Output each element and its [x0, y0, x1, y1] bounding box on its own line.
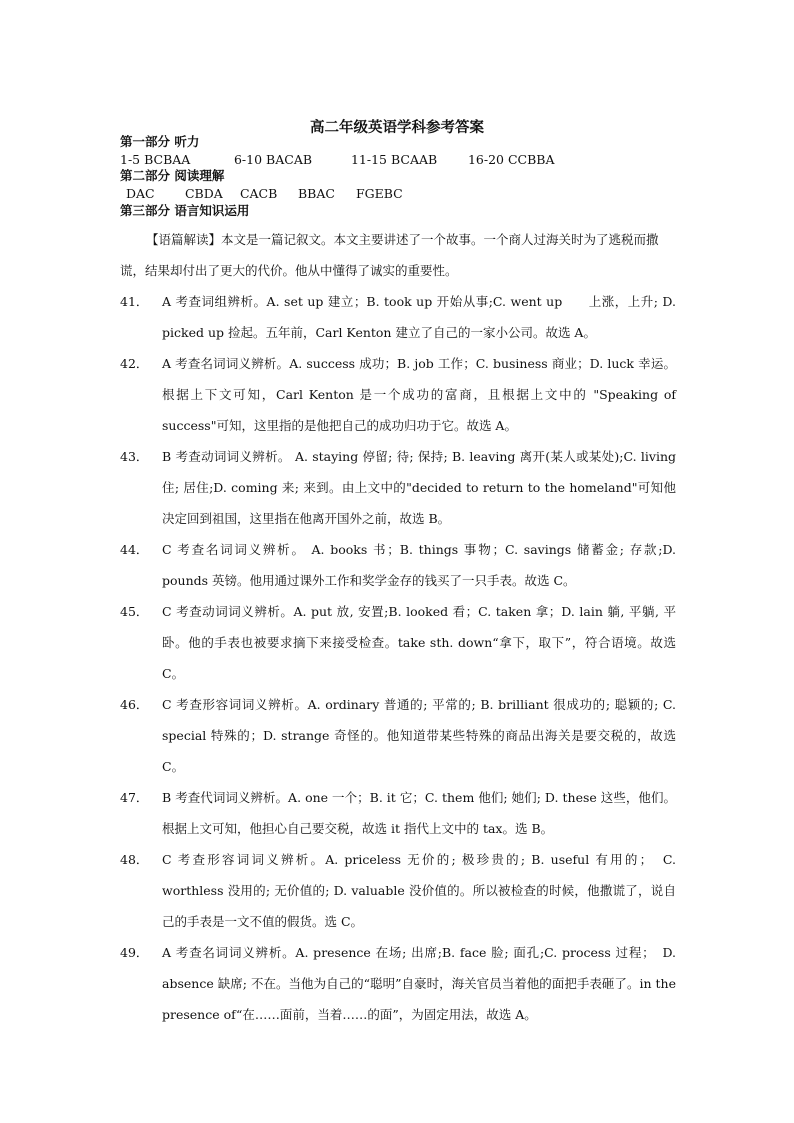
item-explanation: A 考查词组辨析。A. set up 建立；B. took up 开始从事;C. went up 上涨，上升; D. picked up 捡起。五年前，Carl Kenton 建立了自己的一家小公司。故选 A。 [162, 294, 676, 340]
answer-group: BBAC [297, 186, 335, 201]
answer-item [120, 286, 676, 348]
item-explanation: B 考查代词词义辨析。A. one 一个；B. it 它；C. them 他们; 她们; D. these 这些，他们。根据上文可知，他担心自己要交税，故选 it 指代上文中的 tax。选 B。 [162, 790, 676, 836]
item-explanation: C 考查动词词义辨析。A. put 放, 安置;B. looked 看；C. taken 拿；D. lain 躺, 平躺, 平卧。他的手表也被要求摘下来接受检查。take sth. down“拿下，取下”，符合语境。故选 C。 [162, 604, 676, 681]
item-number: 46． [120, 697, 149, 712]
page-title: 高二年级英语学科参考答案 [310, 119, 484, 136]
part2-answers [126, 186, 403, 202]
item-number: 48． [120, 852, 149, 867]
answer-item [120, 689, 676, 782]
item-number: 49． [120, 945, 149, 960]
item-explanation: C 考查形容词词义辨析。A. priceless 无价的; 极珍贵的; B. useful 有用的； C. worthless 没用的; 无价值的; D. valuable 没价值的。所以被检查的时候，他撒谎了，说自己的手表是一文不值的假货。选 C。 [162, 852, 676, 929]
answer-item [120, 534, 676, 596]
answer-group: 16-20 CCBBA [467, 152, 555, 167]
answer-item [120, 596, 676, 689]
item-number: 44． [120, 542, 149, 557]
answer-group: CACB [239, 186, 278, 201]
item-explanation: A 考查名词词义辨析。A. presence 在场; 出席;B. face 脸; 面孔;C. process 过程； D. absence 缺席; 不在。当他为自己的“聪明”自豪时，海关官员当着他的面把手表砸了。in the presence of“在……面前，当着……的面”，为固定用法，故选 A。 [162, 945, 676, 1022]
item-number: 41． [120, 294, 149, 309]
item-number: 43． [120, 449, 149, 464]
answer-group: 11-15 BCAAB [350, 152, 438, 167]
passage-intro: 【语篇解读】本文是一篇记叙文。本文主要讲述了一个故事。一个商人过海关时为了逃税而撒谎，结果却付出了更大的代价。他从中懂得了诚实的重要性。 [120, 232, 659, 278]
item-explanation: B 考查动词词义辨析。 A. staying 停留; 待; 保持; B. leaving 离开(某人或某处);C. living 住; 居住;D. coming 来; 来到。由上文中的"decided to return to the homeland"可知他决定回到祖国，这里指在他离开国外之前，故选 B。 [162, 449, 714, 526]
part2-heading: 第二部分 阅读理解 [120, 168, 225, 183]
answer-item [120, 844, 676, 937]
item-explanation: A 考查名词词义辨析。A. success 成功；B. job 工作；C. business 商业；D. luck 幸运。根据上下文可知，Carl Kenton 是一个成功的富商，且根据上文中的 "Speaking of success"可知，这里指的是他把自己的成功归功于它。故选 A。 [162, 356, 676, 433]
answer-item [120, 441, 714, 534]
answer-group: 1-5 BCBAA [120, 152, 191, 167]
part3-body [120, 224, 714, 1030]
answer-item [120, 782, 676, 844]
answer-item [120, 937, 676, 1030]
item-explanation: C 考查名词词义辨析。 A. books 书；B. things 事物；C. savings 储蓄金; 存款;D. pounds 英镑。他用通过课外工作和奖学金存的钱买了一只手表。故选 C。 [162, 542, 676, 588]
part3-heading: 第三部分 语言知识运用 [120, 203, 250, 218]
part1-heading: 第一部分 听力 [120, 134, 200, 149]
answer-group: CBDA [184, 186, 223, 201]
item-number: 45． [120, 604, 149, 619]
part1-answers [120, 152, 555, 168]
item-number: 42． [120, 356, 149, 371]
answer-group: FGEBC [355, 186, 403, 201]
item-number: 47． [120, 790, 149, 805]
item-explanation: C 考查形容词词义辨析。A. ordinary 普通的; 平常的; B. brilliant 很成功的; 聪颖的; C. special 特殊的；D. strange 奇怪的。他知道带某些特殊的商品出海关是要交税的，故选 C。 [162, 697, 676, 774]
answer-group: DAC [126, 186, 155, 201]
answer-item [120, 348, 676, 441]
answer-group: 6-10 BACAB [233, 152, 313, 167]
